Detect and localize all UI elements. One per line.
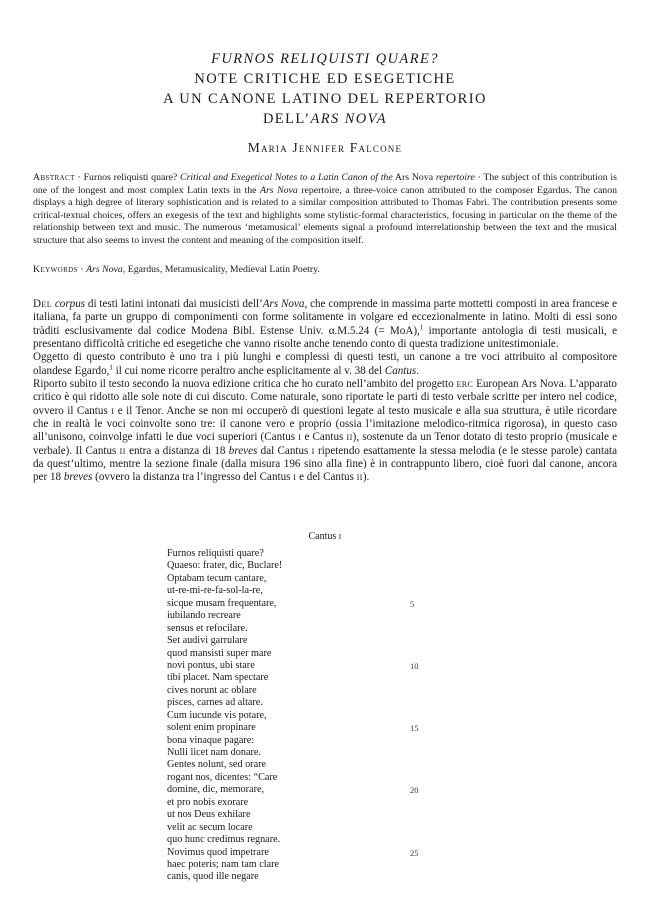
poem-line-text: iubilando recreare <box>167 610 241 622</box>
poem-line <box>167 598 427 610</box>
author-name: Maria Jennifer Falcone <box>247 140 403 155</box>
poem-line <box>167 635 427 647</box>
title-line-4 <box>0 109 650 129</box>
poem-line-text: Set audivi garrulare <box>167 635 248 647</box>
abstract-sep: · <box>74 172 84 183</box>
poem-line-text: tibi placet. Nam spectare <box>167 672 269 684</box>
paragraph-3-text-e: ), sostenute da un Tenor dotato di testo proprio (musicale e verbale). Il Cantus <box>33 431 618 457</box>
paragraph-3-text-d: e Cantus <box>301 431 347 444</box>
paragraph-3-smallcaps-5: ii <box>119 444 126 457</box>
keywords-italic: Ars Nova <box>86 264 123 275</box>
poem-line-text: bona vinaque pagare: <box>167 734 255 746</box>
poem-line <box>167 784 427 796</box>
poem-line <box>167 573 427 585</box>
poem-line <box>167 735 427 747</box>
poem-line <box>167 772 427 784</box>
poem-line-text: ut nos Deus exhilare <box>167 809 251 821</box>
abstract-label: Abstract <box>33 172 75 183</box>
poem-line-text: quo hunc credimus regnare. <box>167 834 281 846</box>
title-line-4-italic: ARS NOVA <box>310 111 388 127</box>
paragraph-1-italic-2: Ars Nova <box>262 298 305 310</box>
line-number: 20 <box>410 785 419 796</box>
paragraph-3-italic-2: breves <box>63 471 93 484</box>
poem-line <box>167 759 427 771</box>
body-text <box>33 298 617 485</box>
paragraph-3-smallcaps-1: erc <box>456 378 474 391</box>
cantus-heading-text: Cantus <box>308 531 339 542</box>
poem-line-text: domine, dic, memorare, <box>167 784 265 796</box>
paragraph-2 <box>33 351 617 378</box>
poem-line <box>167 585 427 597</box>
title-line-3: A UN CANONE LATINO DEL REPERTORIO <box>163 91 487 107</box>
paragraph-3-text-a: Riporto subito il testo secondo la nuova edizione critica che ho curato nell’ambito del progetto <box>33 378 457 391</box>
paragraph-3-smallcaps-7: i <box>293 471 297 484</box>
article-title <box>0 49 650 129</box>
keywords-rest: , Egardus, Metamusicality, Medieval Latin Poetry. <box>122 264 320 275</box>
poem-line-text: sicque musam frequentare, <box>167 597 277 609</box>
footnote-ref-1[interactable]: 1 <box>419 323 424 331</box>
poem-line-text: rogant nos, dicentes: “Care <box>167 771 278 783</box>
abstract-text-a: · The subject of this contribution is one of the longest and most complex Latin texts in the <box>33 172 617 196</box>
poem-line <box>167 623 427 635</box>
poem-line-text: cives norunt ac oblare <box>167 684 257 696</box>
paragraph-1-dropcap: Del <box>33 298 52 310</box>
poem-line <box>167 548 427 560</box>
poem-line <box>167 648 427 660</box>
poem-line <box>167 672 427 684</box>
poem-line-text: Furnos reliquisti quare? <box>167 548 264 559</box>
paragraph-3-smallcaps-3: i <box>298 431 302 444</box>
keywords-label: Keywords <box>33 264 78 275</box>
poem-line <box>167 560 427 572</box>
paragraph-3-smallcaps-8: ii <box>356 471 363 484</box>
paragraph-3-text-b: European Ars Nova. L’apparato critico è qui ridotto alle sole note di cui discuto. Come naturale, sono riportate le parti di testo verbale scritte per intero nel codice, ovvero il Cantus <box>33 378 617 417</box>
poem-line-text: haec poteris; nam tam clare <box>167 858 280 870</box>
abstract-title-italic: Critical and Exegetical Notes to a Latin Canon of the <box>180 172 393 183</box>
paragraph-3 <box>33 378 617 485</box>
paragraph-2-text-b: il cui nome ricorre peraltro anche esplicitamente al v. 38 del <box>112 364 385 377</box>
line-number: 25 <box>410 847 419 858</box>
title-line-4-prefix: DELL’ <box>262 111 311 127</box>
poem-line <box>167 871 427 883</box>
line-number: 15 <box>410 723 419 734</box>
title-line-2: NOTE CRITICHE ED ESEGETICHE <box>194 71 456 87</box>
poem-line-text: novi pontus, ubi stare <box>167 659 255 671</box>
abstract-text-b: repertoire, a three-voice canon attributed to the composer Egardus. The canon displays a high degree of literary sophistication and is related to a similar composition attributed to Thomas Fabri. The contribution presents some critical-textual choices, offers an exegesis of the text and highlights some stylistic-formal characteristics, focusing in particular on the theme of the relationship between text and music. The numerous ‘metamusical’ elements signal a profound interrelationship between the text and the musical structure that also seems to invest the content and meaning of the composition itself. <box>33 184 617 246</box>
abstract-title-roman-2: Ars Nova <box>392 172 436 183</box>
poem-line-text: sensus et refocilare. <box>167 622 248 634</box>
cantus-heading-numeral: i <box>338 531 342 542</box>
poem-line-text: Gentes nolunt, sed orare <box>167 759 267 771</box>
poem-line-text: velit ac secum locare <box>167 821 253 833</box>
poem-line <box>167 610 427 622</box>
poem-line <box>167 847 427 859</box>
poem-line-text: et pro nobis exorare <box>167 796 249 808</box>
paragraph-3-text-g: dal Cantus <box>257 444 312 457</box>
paragraph-3-smallcaps-6: i <box>311 444 315 457</box>
paragraph-2-italic-1: Cantus <box>384 364 417 377</box>
poem-line-text: Novimus quod impetrare <box>167 846 269 858</box>
poem-line <box>167 697 427 709</box>
paragraph-3-text-l: ). <box>362 471 370 484</box>
abstract-title-roman: Furnos reliquisti quare? <box>83 172 181 183</box>
keywords-sep: · <box>77 264 87 275</box>
paragraph-3-smallcaps-2: i <box>111 404 115 417</box>
abstract <box>33 172 617 248</box>
poem-line <box>167 660 427 672</box>
poem-line <box>167 685 427 697</box>
cantus-heading <box>0 531 650 542</box>
poem-line <box>167 710 427 722</box>
line-number: 10 <box>410 660 419 671</box>
abstract-title-italic-2: repertoire <box>435 172 475 183</box>
title-line-1: FURNOS RELIQUISTI QUARE? <box>211 51 439 67</box>
poem-line <box>167 747 427 759</box>
paragraph-1-text-c: , che comprende in massima parte mottetti composti in area francese e italiana, fa parte un gruppo di componimenti con forme solitamente in volgare ed eccezionalmente in latino. Molti di essi sono tràditi esclusivamente dal codice Modena Bibl. Estense Univ. α.M.5.24 (= MoA), <box>33 298 618 337</box>
poem-line <box>167 859 427 871</box>
poem-line <box>167 822 427 834</box>
paragraph-3-text-h: ripetendo esattamente la stessa melodia (e le stesse parole) cantata da quest’ultimo, mentre la sezione finale (dalla misura 196 sino alla fine) è in contrappunto libero, cioè fuori dal canone, ancora per 18 <box>33 444 617 484</box>
poem-cantus-1 <box>167 548 427 884</box>
poem-line <box>167 797 427 809</box>
paragraph-3-text-k: e del Cantus <box>296 471 357 484</box>
paragraph-2-text-c: . <box>416 364 420 377</box>
paragraph-1-italic-1: corpus <box>54 298 86 310</box>
poem-line-text: pisces, carnes ad altare. <box>167 697 263 709</box>
poem-line <box>167 809 427 821</box>
poem-line-text: quod mansisti super mare <box>167 647 272 659</box>
paragraph-1 <box>33 298 617 351</box>
keywords <box>33 264 617 277</box>
paragraph-3-smallcaps-4: ii <box>346 431 353 444</box>
paragraph-1-text-d: importante antologia di testi musicali, e presentano difficoltà critiche ed esegetiche che vanno risolte anche tenendo conto di questa tradizione unitestimoniale. <box>33 324 617 351</box>
poem-line-text: ut-re-mi-re-fa-sol-la-re, <box>167 585 263 597</box>
footnote-ref-2[interactable]: 1 <box>109 363 113 372</box>
poem-line <box>167 722 427 734</box>
paragraph-2-text-a: Oggetto di questo contributo è uno tra i più lunghi e complessi di questi testi, un canone a tre voci attribuito al compositore olandese Egardo, <box>33 351 617 377</box>
poem-line-text: Optabam tecum cantare, <box>167 572 267 584</box>
paragraph-3-text-c: e il Tenor. Anche se non mi occuperò di questioni legate al testo musicale e alla sua struttura, è utile ricordare che in realtà le voci coinvolte sono tre: il canone vero e proprio (ossia l’imitazione melodico-ritmica rigorosa), in questo caso all’unisono, coinvolge infatti le due voci superiori (Cantus <box>33 404 617 444</box>
poem-line-text: solent enim propinare <box>167 722 256 734</box>
line-number: 5 <box>410 598 415 609</box>
poem-line-text: canis, quod ille negare <box>167 871 259 883</box>
paragraph-3-italic-1: breves <box>228 444 258 457</box>
paragraph-1-text-b: di testi latini intonati dai musicisti dell’ <box>85 298 263 310</box>
poem-line-text: Cum iucunde vis potare, <box>167 709 267 721</box>
abstract-text-italic: Ars Nova <box>259 184 298 196</box>
paragraph-3-text-j: (ovvero la distanza tra l’ingresso del Cantus <box>92 471 294 484</box>
poem-line-text: Nulli licet nam donare. <box>167 747 261 758</box>
poem-line <box>167 834 427 846</box>
paragraph-3-text-f: entra a distanza di 18 <box>125 444 229 457</box>
poem-line-text: Quaeso: frater, dic, Buclare! <box>167 560 283 572</box>
